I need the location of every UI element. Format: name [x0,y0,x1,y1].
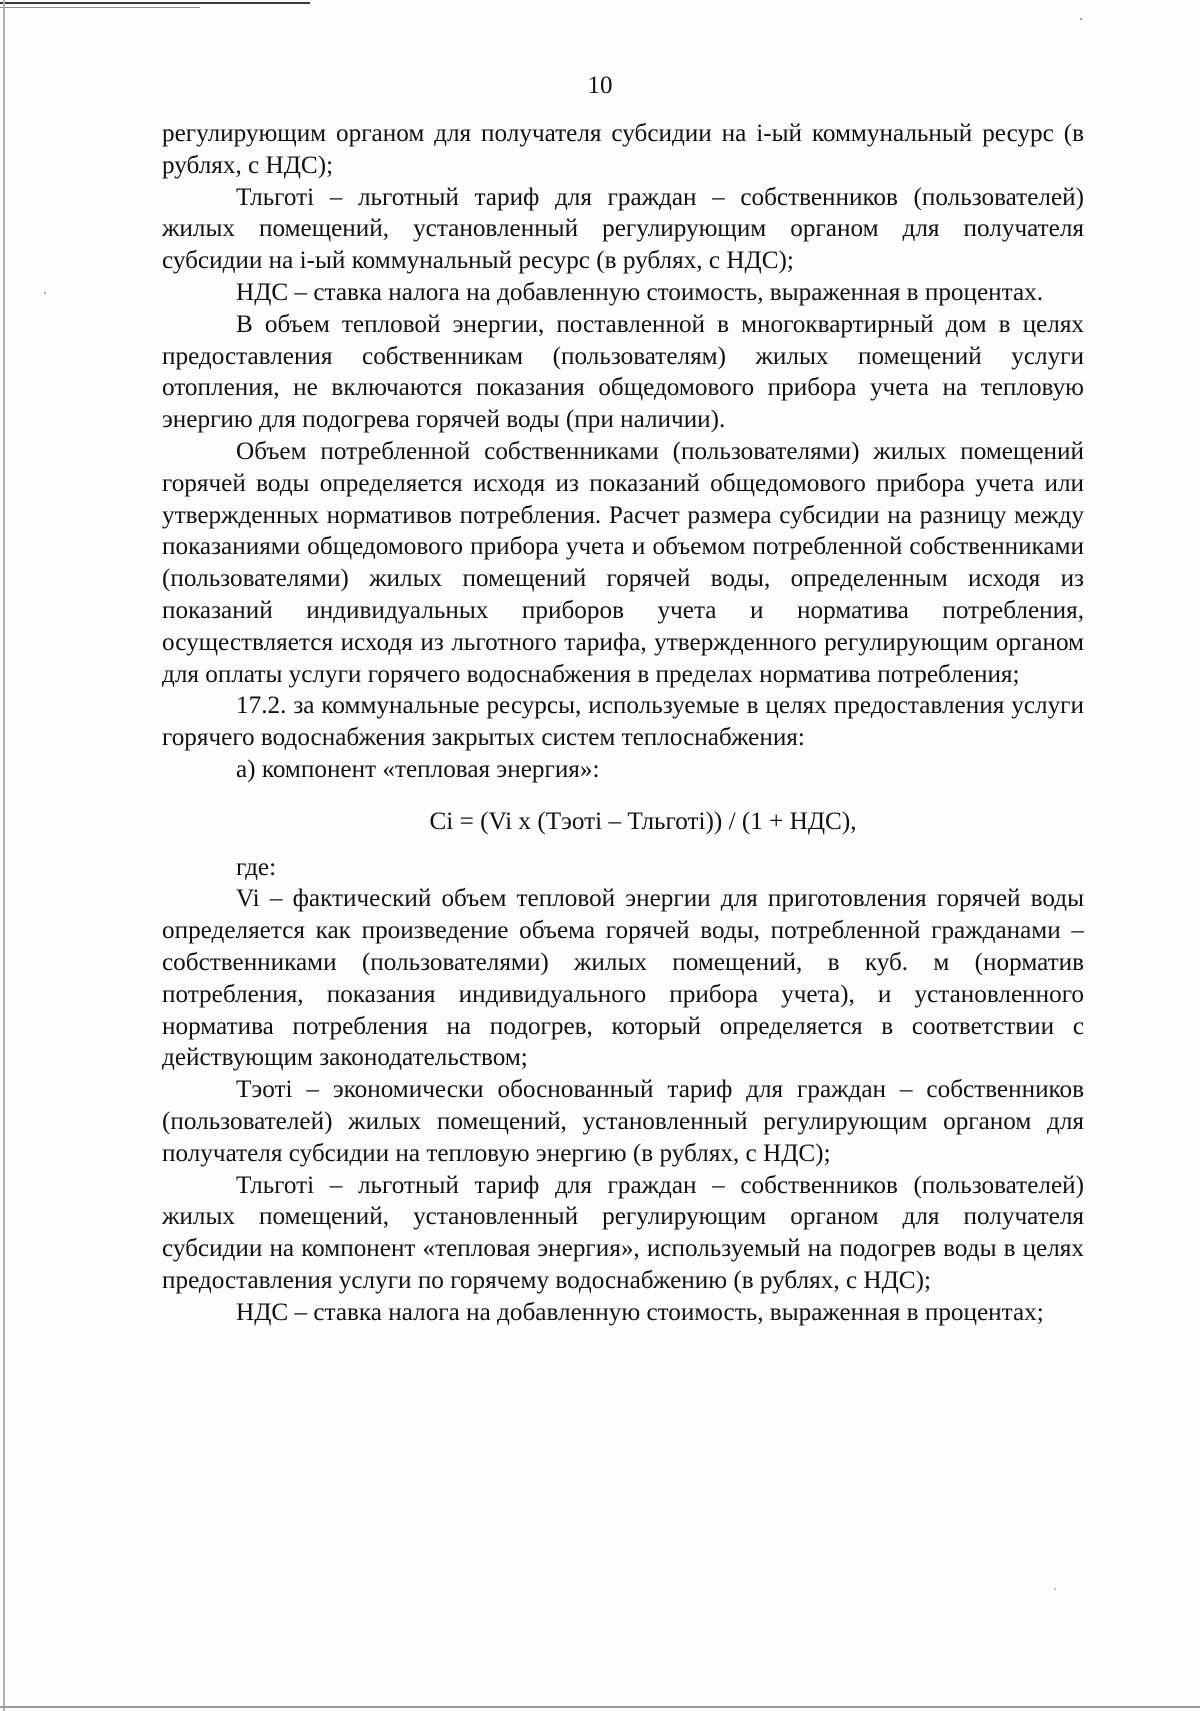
paragraph-heat-volume: В объем тепловой энергии, поставленной в многоквартирный дом в целях предоставления собственникам (пользователям) жилых помещений услуги отопления, не включаются показания общедомового прибора учета на тепловую энергию для подогрева горячей воды (при наличии). [162,310,1084,434]
scan-edge-top-thin [0,7,200,8]
definition-nds: НДС – ставка налога на добавленную стоимость, выраженная в процентах; [236,1298,1044,1326]
where-label: где: [236,853,277,881]
paragraph-section-17-2: 17.2. за коммунальные ресурсы, используемые в целях предоставления услуги горячего водоснабжения закрытых систем теплоснабжения: [162,692,1084,752]
document-body [162,118,1084,1328]
scan-edge-left [3,0,5,1711]
scan-speck [1054,1588,1056,1590]
definition-tlgot: Тльготi – льготный тариф для граждан – собственников (пользователей) жилых помещений, установленный регулирующим органом для получателя субсидии на компонент «тепловая энергия», используемый на подогрев воды в целях предоставления услуги по горячему водоснабжению (в рублях, с НДС); [162,1171,1084,1294]
formula: Сi = (Vi х (Тэотi – Тльготi)) / (1 + НДС), [429,807,857,835]
scan-edge-bottom [0,1706,1200,1708]
scan-edge-top [0,2,310,4]
paragraph-tlgot-definition: Тльготi – льготный тариф для граждан – собственников (пользователей) жилых помещений, установленный регулирующим органом для получателя субсидии на i-ый коммунальный ресурс (в рублях, с НДС); [162,183,1084,275]
definition-teot: Тэотi – экономически обоснованный тариф для граждан – собственников (пользователей) жилых помещений, установленный регулирующим органом для получателя субсидии на тепловую энергию (в рублях, с НДС); [162,1076,1084,1167]
paragraph-nds-definition: НДС – ставка налога на добавленную стоимость, выраженная в процентах. [236,278,1044,306]
paragraph-component-heat: а) компонент «тепловая энергия»: [236,755,600,783]
paragraph-continuation: регулирующим органом для получателя субсидии на i-ый коммунальный ресурс (в рублях, с НДС); [162,120,1084,179]
definition-vi: Vi – фактический объем тепловой энергии для приготовления горячей воды определяется как произведение объема горячей воды, потребленной гражданами – собственниками (пользователями) жилых помещений, в куб. м (норматив потребления, показания индивидуального прибора учета), и установленного норматива потребления на подогрев, который определяется в соответствии с действующим законодательством; [162,885,1084,1072]
scan-speck [1080,18,1082,20]
scan-speck [44,292,46,294]
paragraph-hot-water-volume: Объем потребленной собственниками (пользователями) жилых помещений горячей воды определяется исходя из показаний общедомового прибора учета или утвержденных нормативов потребления. Расчет размера субсидии на разницу между показаниями общедомового прибора учета и объемом потребленной собственниками (пользователями) жилых помещений горячей воды, определенным исходя из показаний индивидуальных приборов учета и норматива потребления, осуществляется исходя из льготного тарифа, утвержденного регулирующим органом для оплаты услуги горячего водоснабжения в пределах норматива потребления; [162,437,1084,688]
page-number: 10 [587,72,613,99]
